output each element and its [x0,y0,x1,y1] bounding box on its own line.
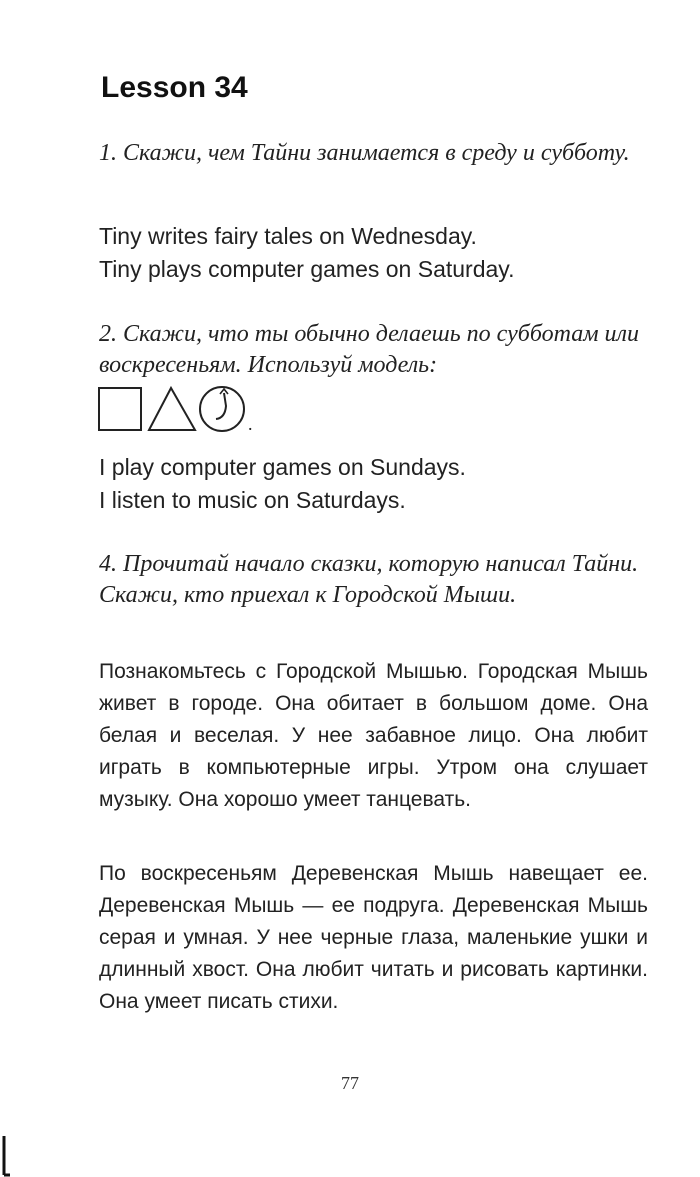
page-edge-mark [0,1136,10,1177]
task-4-instruction: 4. Прочитай начало сказки, которую написал Тайни. Скажи, кто приехал к Городской Мыши. [99,551,639,608]
page-number: 77 [341,1073,359,1093]
story-paragraph-2: По воскресеньям Деревенская Мышь навещает ее. Деревенская Мышь — ее подруга. Деревенская Мышь серая и умная. У нее черные глаза, маленькие ушки и длинный хвост. Она любит читать и рисовать картинки. Она умеет писать стихи. [99,862,648,1013]
task-2-instruction: 2. Скажи, что ты обычно делаешь по субботам или воскресеньям. Используй модель: [99,321,639,378]
lesson-title: Lesson 34 [101,71,248,104]
task-2-answers [99,451,659,517]
clock-icon [200,387,244,431]
triangle-icon [149,388,195,430]
task-1-answer-2: Tiny plays computer games on Saturday. [99,256,515,282]
story-paragraph-1: Познакомьтесь с Городской Мышью. Городская Мышь живет в городе. Она обитает в большом доме. Она белая и веселая. У нее забавное лицо. Она любит играть в компьютерные игры. Утром она слушает музыку. Она хорошо умеет танцевать. [99,660,648,811]
square-icon [99,388,141,430]
model-icons [97,384,267,434]
task-1-answer-1: Tiny writes fairy tales on Wednesday. [99,223,477,249]
task-1-answers [99,220,659,286]
model-period: . [248,414,253,434]
task-2-answer-1: I play computer games on Sundays. [99,454,466,480]
task-2-answer-2: I listen to music on Saturdays. [99,487,406,513]
task-1-instruction: 1. Скажи, чем Тайни занимается в среду и субботу. [99,140,630,166]
